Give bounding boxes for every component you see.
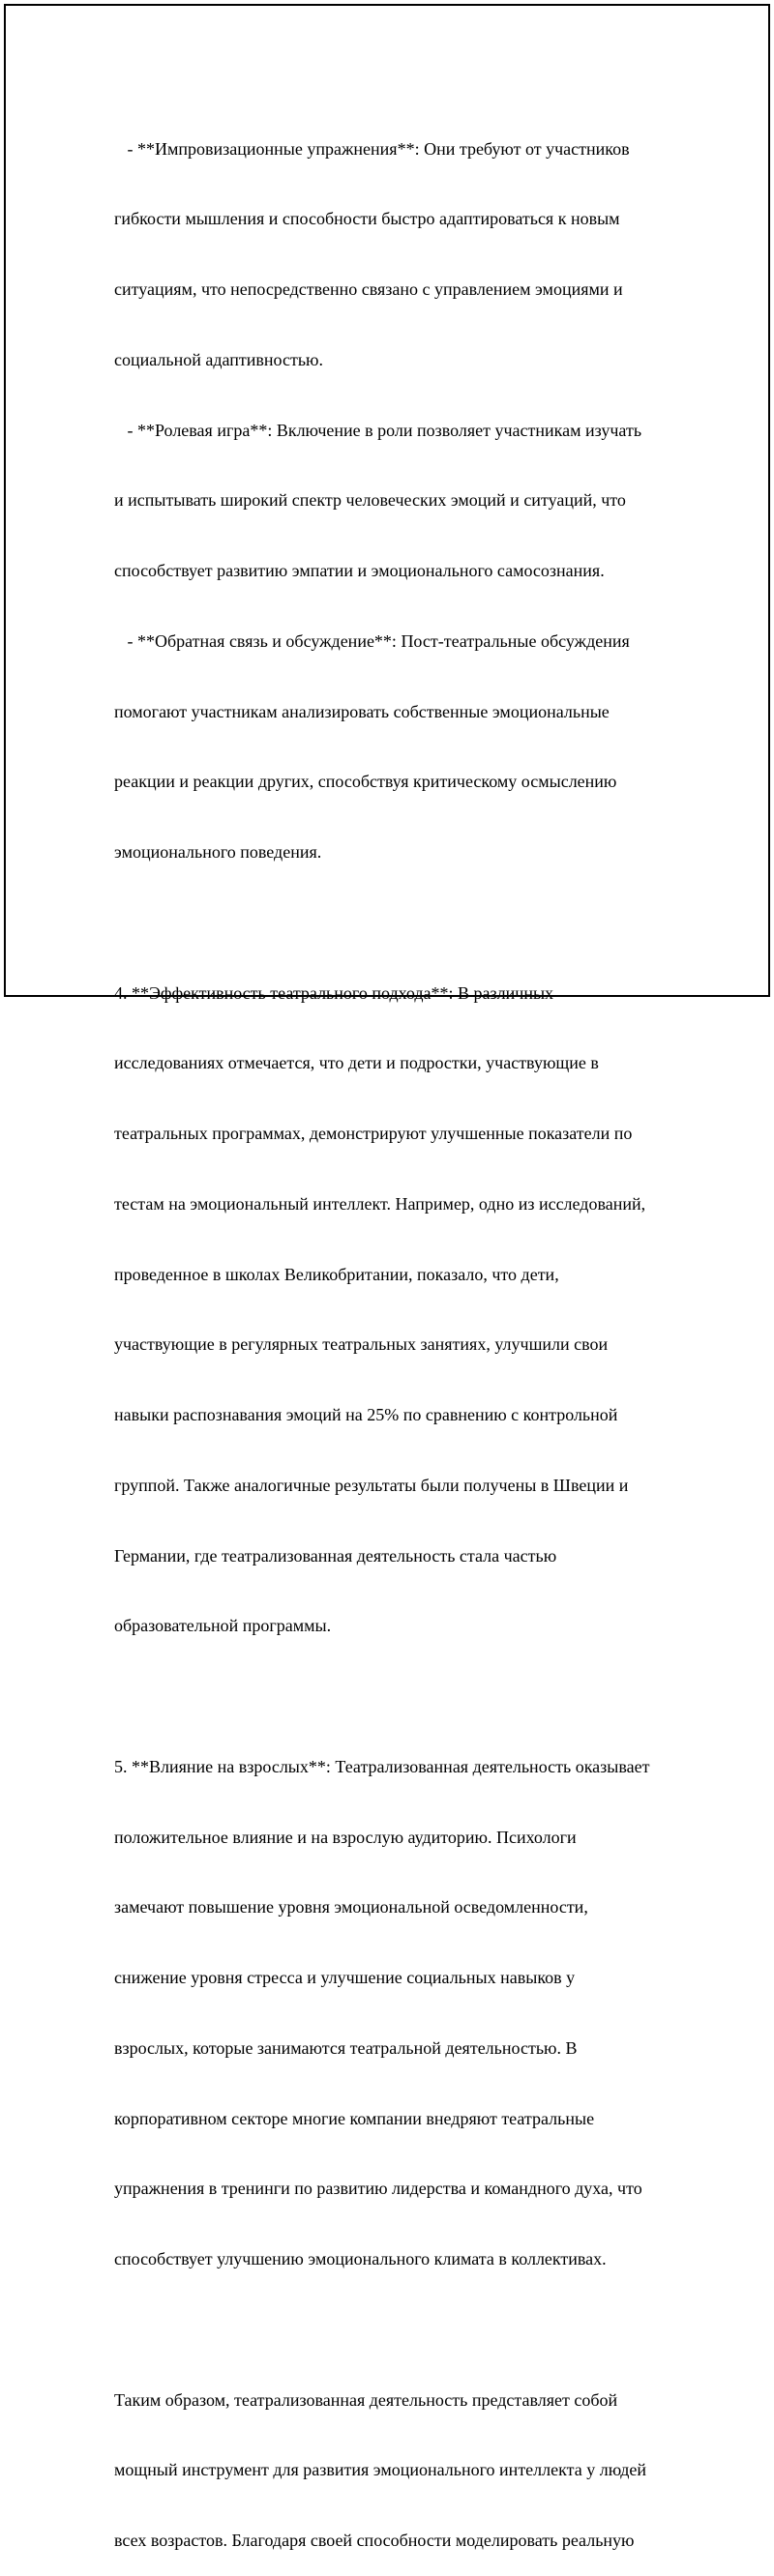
text-line: Таким образом, театрализованная деятельность представляет собой (114, 2389, 618, 2410)
text-line: замечают повышение уровня эмоциональной осведомленности, (114, 1897, 588, 1917)
text-line: социальной адаптивностью. (114, 349, 323, 369)
text-line: эмоционального поведения. (114, 842, 322, 862)
text-line: 4. **Эффективность театрального подхода**: В различных (114, 982, 554, 1003)
text-line: тестам на эмоциональный интеллект. Например, одно из исследований, (114, 1193, 646, 1214)
document-body (114, 90, 675, 2576)
text-line: - **Обратная связь и обсуждение**: Пост-театральные обсуждения (114, 630, 630, 651)
text-line: упражнения в тренинги по развитию лидерства и командного духа, что (114, 2179, 642, 2199)
blank-line (114, 2318, 675, 2341)
text-line: проведенное в школах Великобритании, показало, что дети, (114, 1264, 559, 1284)
text-line: взрослых, которые занимаются театральной деятельностью. В (114, 2037, 578, 2058)
text-line: 5. **Влияние на взрослых**: Театрализованная деятельность оказывает (114, 1756, 650, 1776)
text-line: группой. Также аналогичные результаты были получены в Швеции и (114, 1475, 629, 1495)
text-line: образовательной программы. (114, 1616, 332, 1636)
text-line: способствует развитию эмпатии и эмоционального самосознания. (114, 561, 605, 580)
text-line: - **Ролевая игра**: Включение в роли позволяет участникам изучать (114, 420, 642, 440)
text-line: мощный инструмент для развития эмоционального интеллекта у людей (114, 2460, 647, 2480)
text-line: корпоративном секторе многие компании внедряют театральные (114, 2108, 595, 2128)
text-line: - **Импровизационные упражнения**: Они требуют от участников (114, 138, 630, 159)
blank-line (114, 1684, 675, 1708)
text-line: положительное влияние и на взрослую аудиторию. Психологи (114, 1827, 577, 1847)
text-line: исследованиях отмечается, что дети и подростки, участвующие в (114, 1053, 599, 1073)
text-line: снижение уровня стресса и улучшение социальных навыков у (114, 1968, 576, 1987)
text-line: Германии, где театрализованная деятельность стала частью (114, 1545, 557, 1566)
text-line: навыки распознавания эмоций на 25% по сравнению с контрольной (114, 1405, 618, 1424)
text-line: помогают участникам анализировать собственные эмоциональные (114, 701, 610, 721)
text-line: участвующие в регулярных театральных занятиях, улучшили свои (114, 1334, 609, 1355)
text-line: способствует улучшению эмоционального климата в коллективах. (114, 2249, 607, 2269)
text-line: гибкости мышления и способности быстро адаптироваться к новым (114, 209, 620, 229)
text-line: театральных программах, демонстрируют улучшенные показатели по (114, 1124, 633, 1143)
text-line: реакции и реакции других, способствуя критическому осмыслению (114, 772, 617, 792)
blank-line (114, 911, 675, 934)
text-line: всех возрастов. Благодаря своей способности моделировать реальную (114, 2531, 635, 2550)
text-line: ситуациям, что непосредственно связано с управлением эмоциями и (114, 279, 623, 299)
text-line: и испытывать широкий спектр человеческих эмоций и ситуаций, что (114, 490, 626, 511)
